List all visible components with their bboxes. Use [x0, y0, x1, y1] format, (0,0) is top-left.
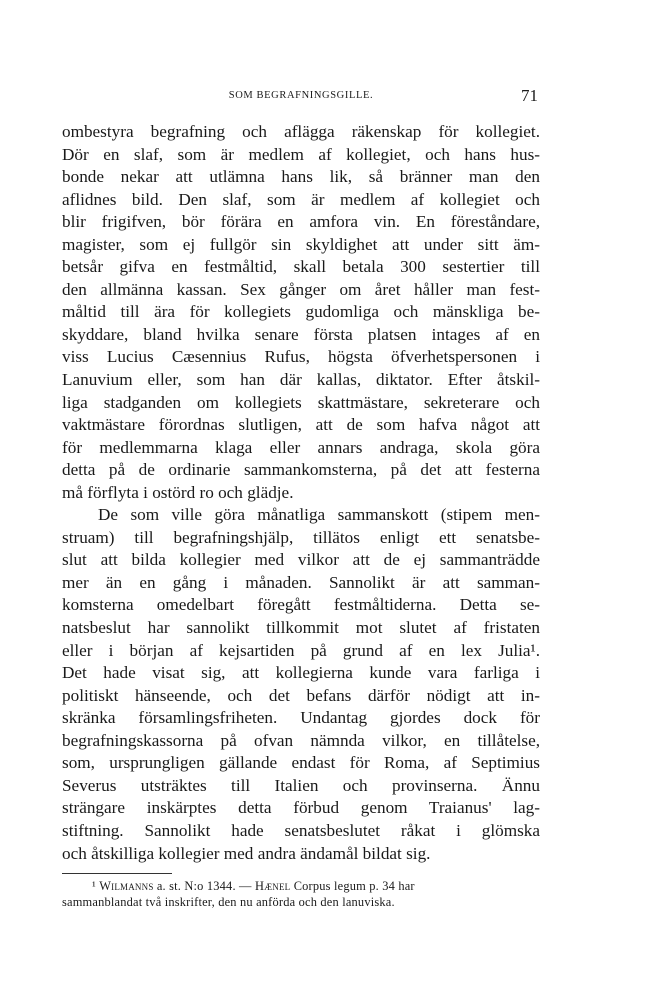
text-line: Det hade visat sig, att kollegierna kunde vara farliga i [62, 663, 540, 683]
text-line: Lanuvium eller, som han där kallas, diktator. Efter åtskil- [62, 370, 540, 390]
text-line: natsbeslut har sannolikt tillkommit mot slutet af fristaten [62, 618, 540, 638]
text-line: vaktmästare förordnas slutligen, att de som hafva något att [62, 415, 540, 435]
line-rest: som ej fullgör sin skyldighet att under sitt äm- [124, 234, 540, 254]
text-line: skyddare, bland hvilka senare första platsen intages af en [62, 324, 540, 344]
italic-term: struam) [62, 527, 115, 547]
text-line: eller i början af kejsartiden på grund af en lex Julia¹. [62, 640, 540, 660]
footnote-marker: ¹ [92, 879, 96, 894]
text-line: politiskt hänseende, och det befans därför nödigt att in- [62, 685, 540, 705]
text-line: stiftning. Sannolikt hade senatsbeslutet råkat i glömska [62, 820, 540, 840]
text-line: aflidnes bild. Den slaf, som är medlem af kollegiet och [62, 189, 540, 209]
footnote-text: Corpus legum p. 34 har [290, 879, 415, 894]
text-line: må förflyta i ostörd ro och glädje. [62, 482, 294, 502]
text-line: bonde nekar att utlämna hans lik, så bränner man den [62, 167, 540, 187]
text-line: som, ursprungligen gällande endast för Roma, af Septimius [62, 753, 540, 773]
text-line: blir frigifven, bör förära en amfora vin. En föreståndare, [62, 212, 540, 232]
running-title: SOM BEGRAFNINGSGILLE. [228, 90, 374, 101]
text-line: den allmänna kassan. Sex gånger om året håller man fest- [62, 279, 540, 299]
running-head [62, 86, 540, 110]
page-number: 71 [521, 86, 538, 105]
italic-term: stipem men- [446, 505, 540, 525]
text-line: detta på de ordinarie sammankomsterna, på det att festerna [62, 460, 540, 480]
text-line: liga stadganden om kollegiets skattmästare, sekreterare och [62, 392, 540, 412]
text-line [62, 527, 540, 550]
footnote-text: a. st. N:o 1344. — [153, 879, 255, 894]
footnote [62, 878, 540, 910]
text-line: begrafningskassorna på ofvan nämnda vilkor, en tillåtelse, [62, 730, 540, 750]
line-start: De som ville göra månatliga sammanskott ( [98, 505, 447, 525]
text-line [62, 234, 540, 257]
text-line: måltid till ära för kollegiets gudomliga och mänskliga be- [62, 302, 540, 322]
body-text [62, 121, 540, 865]
text-line: skränka församlingsfriheten. Undantag gjordes dock för [62, 708, 540, 728]
author-name: Wilmanns [99, 879, 154, 894]
text-line: och åtskilliga kollegier med andra ändamål bildat sig. [62, 843, 431, 863]
text-line: slut att bilda kollegier med vilkor att de ej sammanträdde [62, 550, 540, 570]
footnote-line [62, 878, 540, 894]
text-line: betsår gifva en festmåltid, skall betala 300 sestertier till [62, 257, 540, 277]
book-page [62, 86, 540, 910]
text-line [62, 504, 540, 527]
text-line: ombestyra begrafning och aflägga räkenskap för kollegiet. [62, 122, 540, 141]
text-line: Dör en slaf, som är medlem af kollegiet, och hans hus- [62, 144, 540, 164]
author-name: Hænel [254, 879, 291, 894]
text-line: mer än en gång i månaden. Sannolikt är att samman- [62, 572, 540, 592]
footnote-rule [62, 873, 172, 874]
text-line: viss Lucius Cæsennius Rufus, högsta öfverhetspersonen i [62, 347, 540, 367]
text-line: strängare inskärptes detta förbud genom Traianus' lag- [62, 798, 540, 818]
line-rest: till begrafningshjälp, tillätos enligt ett senatsbe- [114, 527, 540, 547]
text-line: komsterna omedelbart föregått festmåltiderna. Detta se- [62, 595, 540, 615]
text-line: för medlemmarna klaga eller annars andraga, skola göra [62, 437, 540, 457]
italic-term: magister, [62, 234, 125, 254]
footnote-line: sammanblandat två inskrifter, den nu anförda och den lanuviska. [62, 895, 395, 910]
text-line: Severus utsträktes till Italien och provinserna. Ännu [62, 775, 540, 795]
